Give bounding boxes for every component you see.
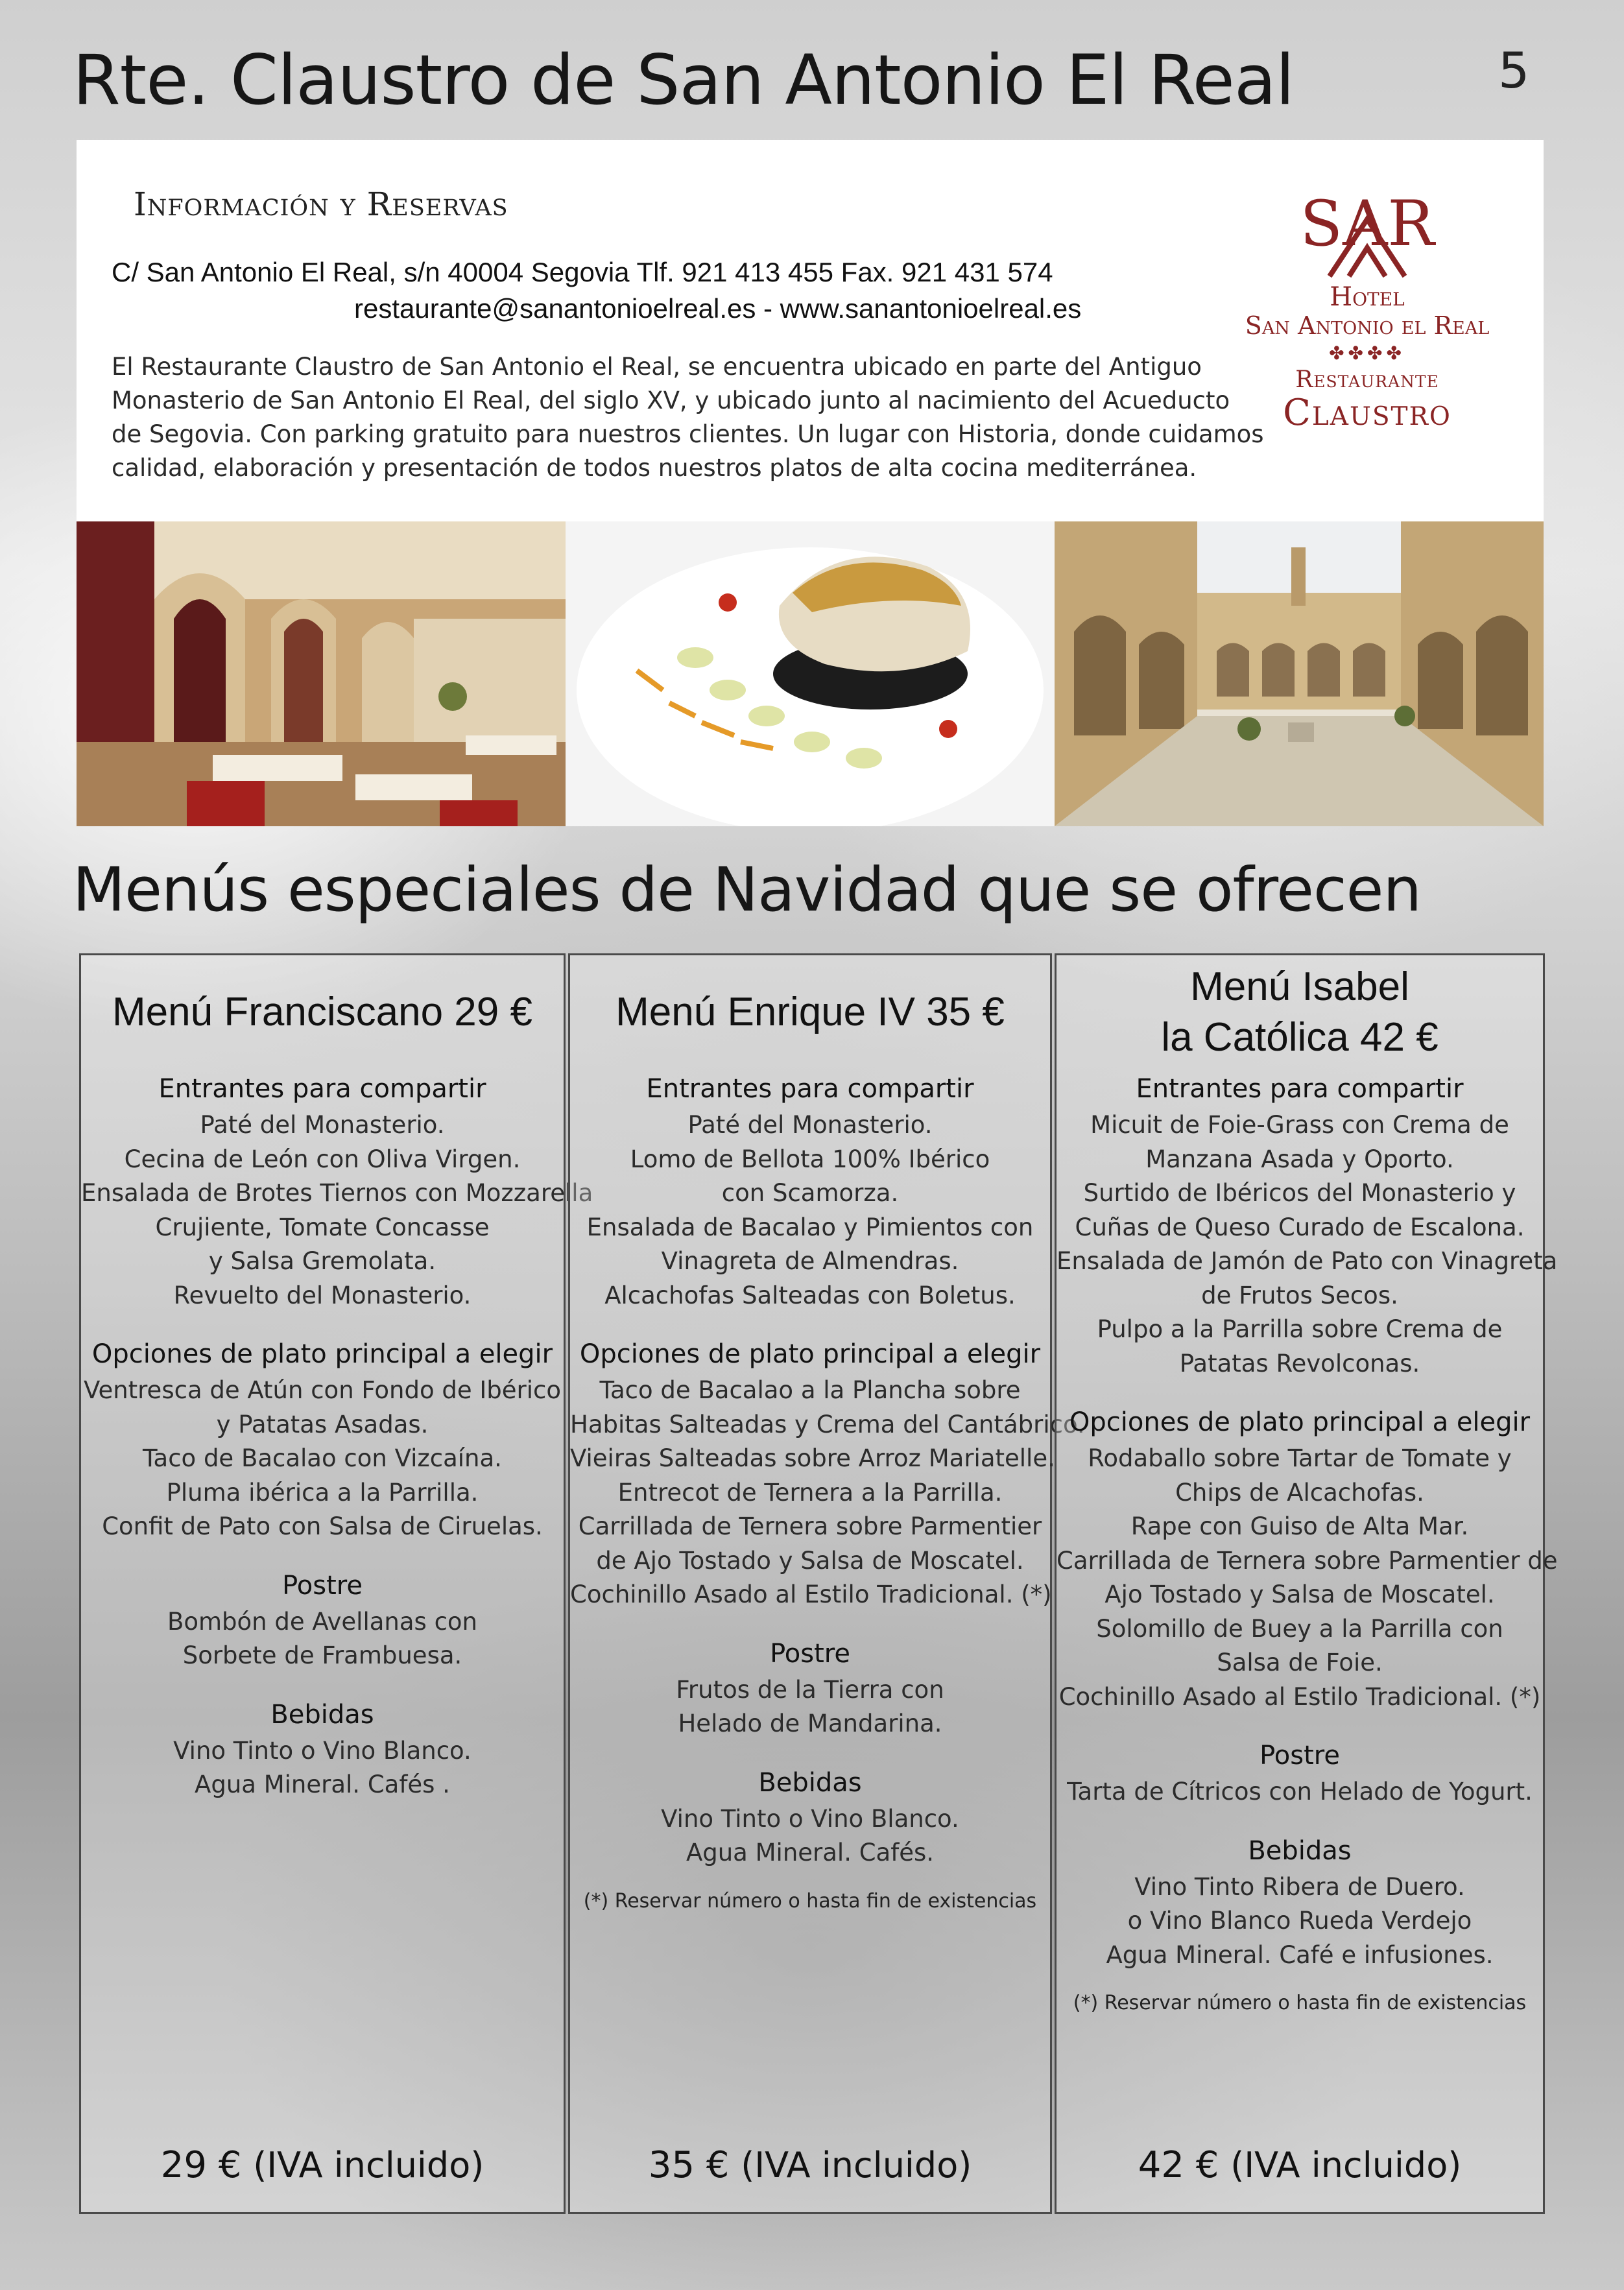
info-description-line: Monasterio de San Antonio El Real, del siglo XV, y ubicado junto al nacimiento del Acueducto — [112, 387, 1230, 414]
dish-item: Frutos de la Tierra con — [676, 1675, 944, 1704]
dish-item: Bombón de Avellanas con — [167, 1607, 478, 1636]
dish-item: Paté del Monasterio. — [687, 1111, 933, 1139]
dish-item: Pluma ibérica a la Parrilla. — [166, 1478, 479, 1507]
dish-item: Alcachofas Salteadas con Boletus. — [604, 1281, 1016, 1309]
dish-item: Vinagreta de Almendras. — [661, 1247, 959, 1275]
dish-item: Ensalada de Jamón de Pato con Vinagreta — [1057, 1247, 1558, 1275]
course-heading-entrantes: Entrantes para compartir — [646, 1074, 974, 1104]
hotel-logo — [1224, 185, 1510, 458]
menu-price-suffix: (IVA incluido) — [253, 2145, 484, 2186]
dish-item: o Vino Blanco Rueda Verdejo — [1127, 1907, 1472, 1935]
menu-price-value: 42 € — [1138, 2144, 1219, 2186]
dish-item: Ensalada de Brotes Tiernos con Mozzarella — [81, 1179, 593, 1207]
course-heading-principal: Opciones de plato principal a elegir — [579, 1339, 1041, 1369]
menu-price-suffix: (IVA incluido) — [741, 2145, 972, 2186]
course-heading-bebidas: Bebidas — [758, 1767, 862, 1798]
dish-item: Rodaballo sobre Tartar de Tomate y — [1088, 1444, 1512, 1472]
course-heading-entrantes: Entrantes para compartir — [1136, 1074, 1464, 1104]
dining-room-photo — [77, 521, 566, 826]
dish-item: Agua Mineral. Café e infusiones. — [1106, 1940, 1494, 1969]
dish-item: Vino Tinto o Vino Blanco. — [173, 1736, 472, 1765]
menu-price — [1057, 2144, 1543, 2186]
menu-price-value: 35 € — [648, 2144, 730, 2186]
dish-item: Taco de Bacalao con Vizcaína. — [143, 1444, 502, 1472]
dish-item: Cuñas de Queso Curado de Escalona. — [1075, 1213, 1525, 1241]
course-heading-bebidas: Bebidas — [1248, 1835, 1352, 1866]
menu-price — [81, 2144, 564, 2186]
dish-item: Tarta de Cítricos con Helado de Yogurt. — [1067, 1778, 1533, 1806]
menu-title: Menú Franciscano 29 € — [112, 990, 532, 1034]
section-title: Menús especiales de Navidad que se ofrecen — [73, 855, 1422, 925]
info-description-line: calidad, elaboración y presentación de todos nuestros platos de alta cocina mediterránea. — [112, 454, 1197, 482]
dish-item: Micuit de Foie-Grass con Crema de — [1090, 1111, 1509, 1139]
menu-price — [570, 2144, 1050, 2186]
course-heading-entrantes: Entrantes para compartir — [158, 1074, 486, 1104]
dish-item: Salsa de Foie. — [1217, 1649, 1383, 1676]
dish-item: Pulpo a la Parrilla sobre Crema de — [1097, 1315, 1503, 1343]
info-contact: restaurante@sanantonioelreal.es - www.sanantonioelreal.es — [354, 293, 1082, 324]
dish-item: de Ajo Tostado y Salsa de Moscatel. — [596, 1546, 1024, 1575]
dish-item: Cecina de León con Oliva Virgen. — [124, 1145, 521, 1173]
dish-item: Vino Tinto o Vino Blanco. — [661, 1804, 959, 1833]
dish-item: Habitas Salteadas y Crema del Cantábrico. — [570, 1410, 1085, 1438]
dish-item: Helado de Mandarina. — [678, 1710, 942, 1737]
dish-item: Confit de Pato con Salsa de Ciruelas. — [102, 1512, 543, 1540]
dish-item: y Salsa Gremolata. — [208, 1247, 436, 1275]
dish-item: Surtido de Ibéricos del Monasterio y — [1083, 1179, 1516, 1207]
photo-strip — [77, 521, 1544, 826]
page-title: Rte. Claustro de San Antonio El Real — [73, 40, 1295, 120]
dish-item: Manzana Asada y Oporto. — [1145, 1145, 1454, 1173]
menu-isabel-la-catolica — [1055, 953, 1558, 2214]
logo-monogram: SAR — [1300, 187, 1435, 260]
dish-item: Solomillo de Buey a la Parrilla con — [1096, 1614, 1503, 1643]
logo-hotel-text: Hotel — [1330, 282, 1405, 312]
dish-item: Taco de Bacalao a la Plancha sobre — [599, 1376, 1021, 1404]
menu-price-value: 29 € — [160, 2144, 242, 2186]
info-panel — [77, 140, 1544, 521]
dish-item: Paté del Monasterio. — [200, 1111, 445, 1139]
menu-price-suffix: (IVA incluido) — [1230, 2145, 1462, 2186]
dish-item: Sorbete de Frambuesa. — [182, 1641, 462, 1669]
info-description-line: de Segovia. Con parking gratuito para nuestros clientes. Un lugar con Historia, donde cuidamos — [112, 420, 1264, 448]
sar-monogram-icon — [1289, 185, 1445, 283]
menu-title-line: la Católica 42 € — [1161, 1015, 1439, 1060]
dish-item: Entrecot de Ternera a la Parrilla. — [617, 1478, 1003, 1507]
dish-item: Cochinillo Asado al Estilo Tradicional. (*) — [1058, 1682, 1541, 1711]
logo-stars: ✤✤✤✤ — [1329, 342, 1405, 364]
course-heading-principal: Opciones de plato principal a elegir — [1069, 1407, 1531, 1437]
page-number: 5 — [1498, 42, 1530, 99]
dish-item: Chips de Alcachofas. — [1175, 1478, 1424, 1507]
dish-item: Cochinillo Asado al Estilo Tradicional. (*) — [570, 1580, 1052, 1608]
dish-item: Ensalada de Bacalao y Pimientos con — [586, 1213, 1034, 1241]
course-heading-postre: Postre — [282, 1570, 363, 1601]
course-heading-postre: Postre — [1260, 1741, 1340, 1771]
dish-photo — [566, 521, 1055, 826]
logo-claustro-text: Claustro — [1283, 392, 1451, 434]
dish-item: y Patatas Asadas. — [216, 1410, 429, 1438]
menu-franciscano — [79, 953, 593, 2214]
dish-item: Carrillada de Ternera sobre Parmentier — [578, 1512, 1042, 1540]
availability-note: (*) Reservar número o hasta fin de existencias — [1073, 1992, 1527, 2014]
dish-item: Vino Tinto Ribera de Duero. — [1134, 1872, 1465, 1901]
dish-item: de Frutos Secos. — [1201, 1281, 1398, 1309]
dish-item: Agua Mineral. Cafés . — [195, 1771, 450, 1798]
dish-item: Patatas Revolconas. — [1179, 1349, 1420, 1378]
course-heading-bebidas: Bebidas — [270, 1699, 374, 1730]
dish-item: con Scamorza. — [721, 1179, 899, 1207]
dish-item: Revuelto del Monasterio. — [173, 1281, 472, 1309]
dish-item: Ventresca de Atún con Fondo de Ibérico — [84, 1376, 561, 1404]
dish-item: Ajo Tostado y Salsa de Moscatel. — [1105, 1580, 1495, 1608]
info-heading: Información y Reservas — [134, 185, 508, 223]
dish-item: Rape con Guiso de Alta Mar. — [1130, 1512, 1469, 1540]
course-heading-principal: Opciones de plato principal a elegir — [91, 1339, 553, 1369]
dish-item: Carrillada de Ternera sobre Parmentier de — [1057, 1546, 1558, 1575]
menu-enrique-iv — [568, 953, 1085, 2214]
info-address: C/ San Antonio El Real, s/n 40004 Segovia Tlf. 921 413 455 Fax. 921 431 574 — [112, 257, 1053, 287]
dish-item: Crujiente, Tomate Concasse — [155, 1213, 490, 1241]
info-description-line: El Restaurante Claustro de San Antonio el Real, se encuentra ubicado en parte del Antiguo — [112, 353, 1202, 381]
dish-item: Vieiras Salteadas sobre Arroz Mariatelle. — [570, 1444, 1055, 1472]
info-description — [112, 350, 1331, 485]
menu-title: Menú Enrique IV 35 € — [615, 990, 1005, 1034]
course-heading-postre: Postre — [770, 1638, 850, 1669]
dish-item: Agua Mineral. Cafés. — [686, 1839, 935, 1867]
menu-title — [1057, 955, 1543, 1069]
logo-restaurante-text: Restaurante — [1295, 366, 1439, 393]
dish-item: Lomo de Bellota 100% Ibérico — [630, 1145, 990, 1173]
logo-name-text: San Antonio el Real — [1245, 311, 1490, 340]
menu-title-line: Menú Isabel — [1190, 964, 1409, 1009]
cloister-photo — [1055, 521, 1544, 826]
availability-note: (*) Reservar número o hasta fin de existencias — [583, 1889, 1037, 1913]
